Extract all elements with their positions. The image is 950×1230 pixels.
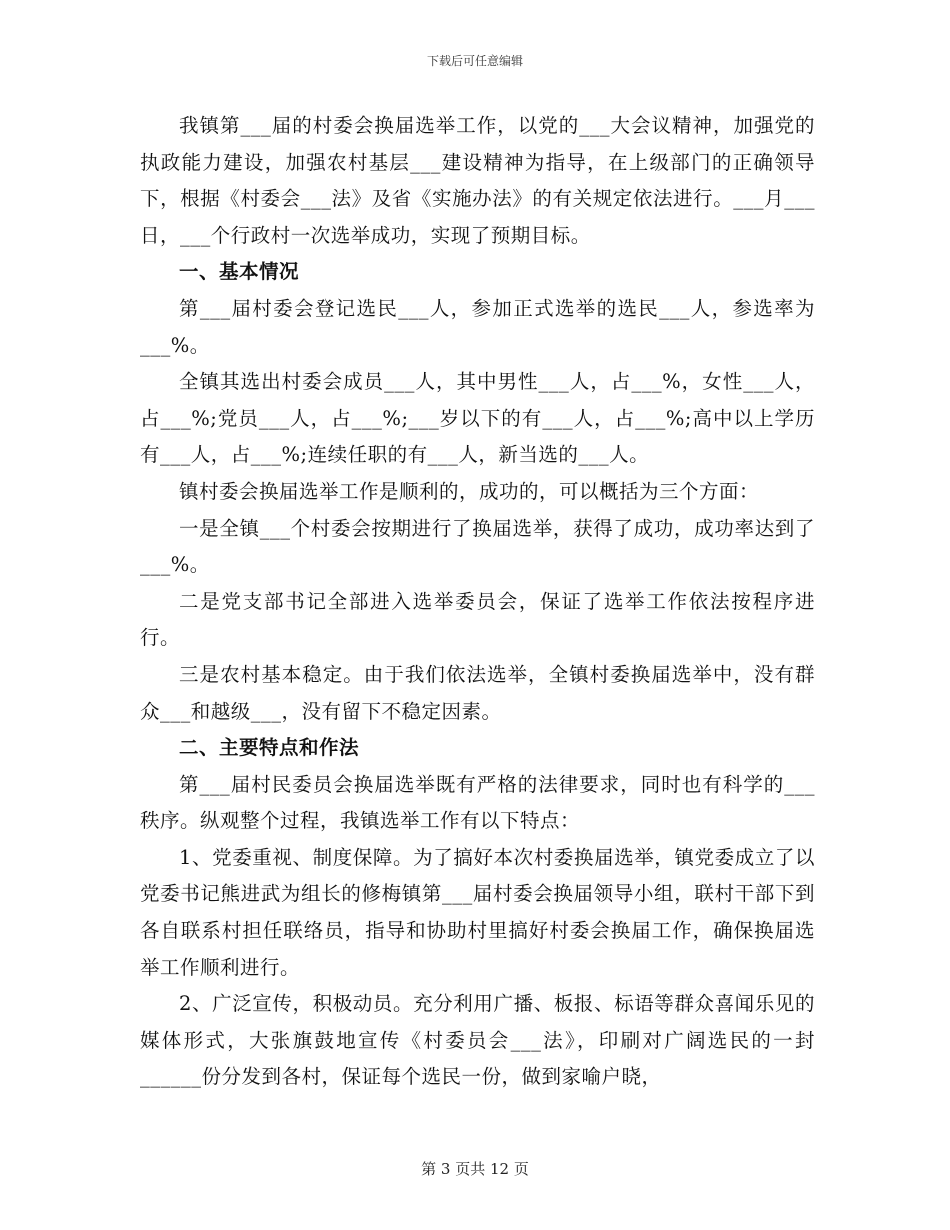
paragraph-features-intro: 第___届村民委员会换届选举既有严格的法律要求，同时也有科学的___秩序。纵观整个过程，我镇选举工作有以下特点： [140, 772, 815, 833]
heading-basic-situation: 一、基本情况 [179, 260, 300, 284]
page-header: 下载后可任意编辑 [426, 54, 523, 68]
paragraph-voters: 第___届村委会登记选民___人，参加正式选举的选民___人，参选率为___%。 [140, 296, 815, 357]
paragraph-point-three: 三是农村基本稳定。由于我们依法选举，全镇村委换届选举中，没有群众___和越级___，没有留下不稳定因素。 [140, 662, 815, 723]
paragraph-feature-two: 2、广泛宣传，积极动员。充分利用广播、板报、标语等群众喜闻乐见的媒体形式，大张旗鼓地宣传《村委员会___法》，印刷对广阔选民的一封______份分发到各村，保证每个选民一份，做到家喻户晓， [140, 992, 815, 1089]
paragraph-summary: 镇村委会换届选举工作是顺利的，成功的，可以概括为三个方面： [179, 479, 760, 503]
page-footer: 第 3 页共 12 页 [421, 1160, 529, 1178]
paragraph-point-one: 一是全镇___个村委会按期进行了换届选举，获得了成功，成功率达到了___%。 [140, 516, 815, 577]
paragraph-point-two: 二是党支部书记全部进入选举委员会，保证了选举工作依法按程序进行。 [140, 589, 815, 650]
paragraph-feature-one: 1、党委重视、制度保障。为了搞好本次村委换届选举，镇党委成立了以党委书记熊进武为组长的修梅镇第___届村委会换届领导小组，联村干部下到各自联系村担任联络员，指导和协助村里搞好村委会换届工作，确保换届选举工作顺利进行。 [140, 845, 815, 979]
heading-features: 二、主要特点和作法 [179, 736, 360, 760]
paragraph-members: 全镇其选出村委会成员___人，其中男性___人，占___%，女性___人，占___%;党员___人，占___%;___岁以下的有___人，占___%;高中以上学历有___人，占___%;连续任职的有___人，新当选的___人。 [140, 370, 815, 467]
paragraph-intro: 我镇第___届的村委会换届选举工作，以党的___大会议精神，加强党的执政能力建设，加强农村基层___建设精神为指导，在上级部门的正确领导下，根据《村委会___法》及省《实施办法》的有关规定依法进行。___月___日，___个行政村一次选举成功，实现了预期目标。 [140, 114, 815, 247]
document-body [140, 108, 815, 1096]
